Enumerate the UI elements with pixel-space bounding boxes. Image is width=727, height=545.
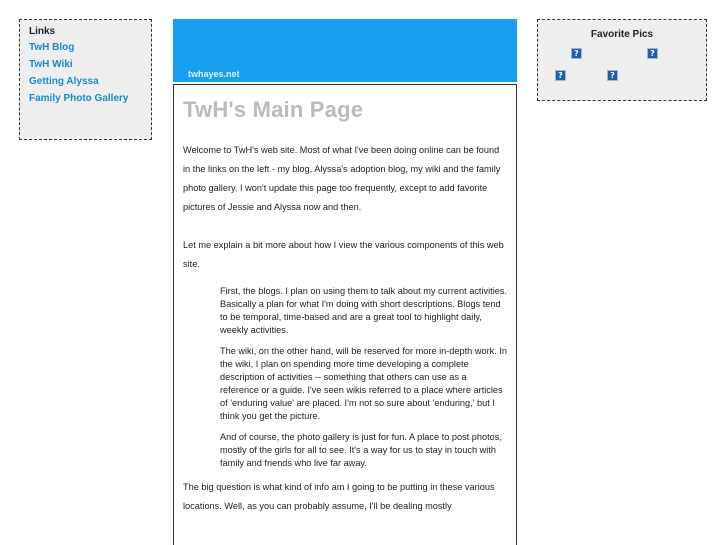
wiki-paragraph: The wiki, on the other hand, will be reserved for more in-depth work. In the wiki, I plan on spending more time developing a complete description of activities -- something that others can use as a reference or a guide. I've seen wikis referred to a place where articles of 'enduring value' are placed. I'm not so sure about 'enduring,' but I think you get the picture.: [220, 346, 507, 421]
link-twh-wiki[interactable]: TwH Wiki: [29, 59, 73, 70]
broken-image-icon[interactable]: ?: [555, 70, 566, 81]
question-paragraph: The big question is what kind of info am I going to be putting in these various locations. Well, as you can probably assume, I'll be dealing mostly: [183, 482, 495, 511]
explain-paragraph: Let me explain a bit more about how I view the various components of this web site.: [183, 240, 504, 269]
site-name[interactable]: twhayes.net: [188, 69, 240, 79]
broken-image-icon[interactable]: ?: [607, 70, 618, 81]
links-title: Links: [29, 26, 56, 37]
blogs-paragraph: First, the blogs. I plan on using them to talk about my current activities. Basically a plan for what I'm doing with short descriptions. Blogs tend to be temporal, time-based and are a great tool to highlight daily, weekly activities.: [220, 286, 507, 335]
main-content: [173, 84, 517, 545]
link-family-photo-gallery[interactable]: Family Photo Gallery: [29, 93, 129, 104]
favorite-pics-sidebar: [537, 19, 707, 101]
components-quote: [220, 285, 507, 470]
links-sidebar: [19, 19, 152, 140]
intro-paragraph: Welcome to TwH's web site. Most of what I've been doing online can be found in the links on the left - my blog, Alyssa's adoption blog, my wiki and the family photo gallery. I won't update this page too frequently, except to add favorite pictures of Jessie and Alyssa now and then.: [183, 145, 501, 212]
links-list: [29, 42, 142, 104]
favorite-pics-title: Favorite Pics: [590, 29, 654, 40]
page-title: TwH's Main Page: [183, 97, 364, 122]
broken-image-icon[interactable]: ?: [571, 48, 582, 59]
broken-image-icon[interactable]: ?: [647, 48, 658, 59]
site-header: [173, 19, 517, 82]
link-getting-alyssa[interactable]: Getting Alyssa: [29, 76, 99, 87]
gallery-paragraph: And of course, the photo gallery is just for fun. A place to post photos, mostly of the girls for all to see. It's a way for us to stay in touch with family and friends who live far away.: [220, 432, 502, 468]
link-twh-blog[interactable]: TwH Blog: [29, 42, 75, 53]
